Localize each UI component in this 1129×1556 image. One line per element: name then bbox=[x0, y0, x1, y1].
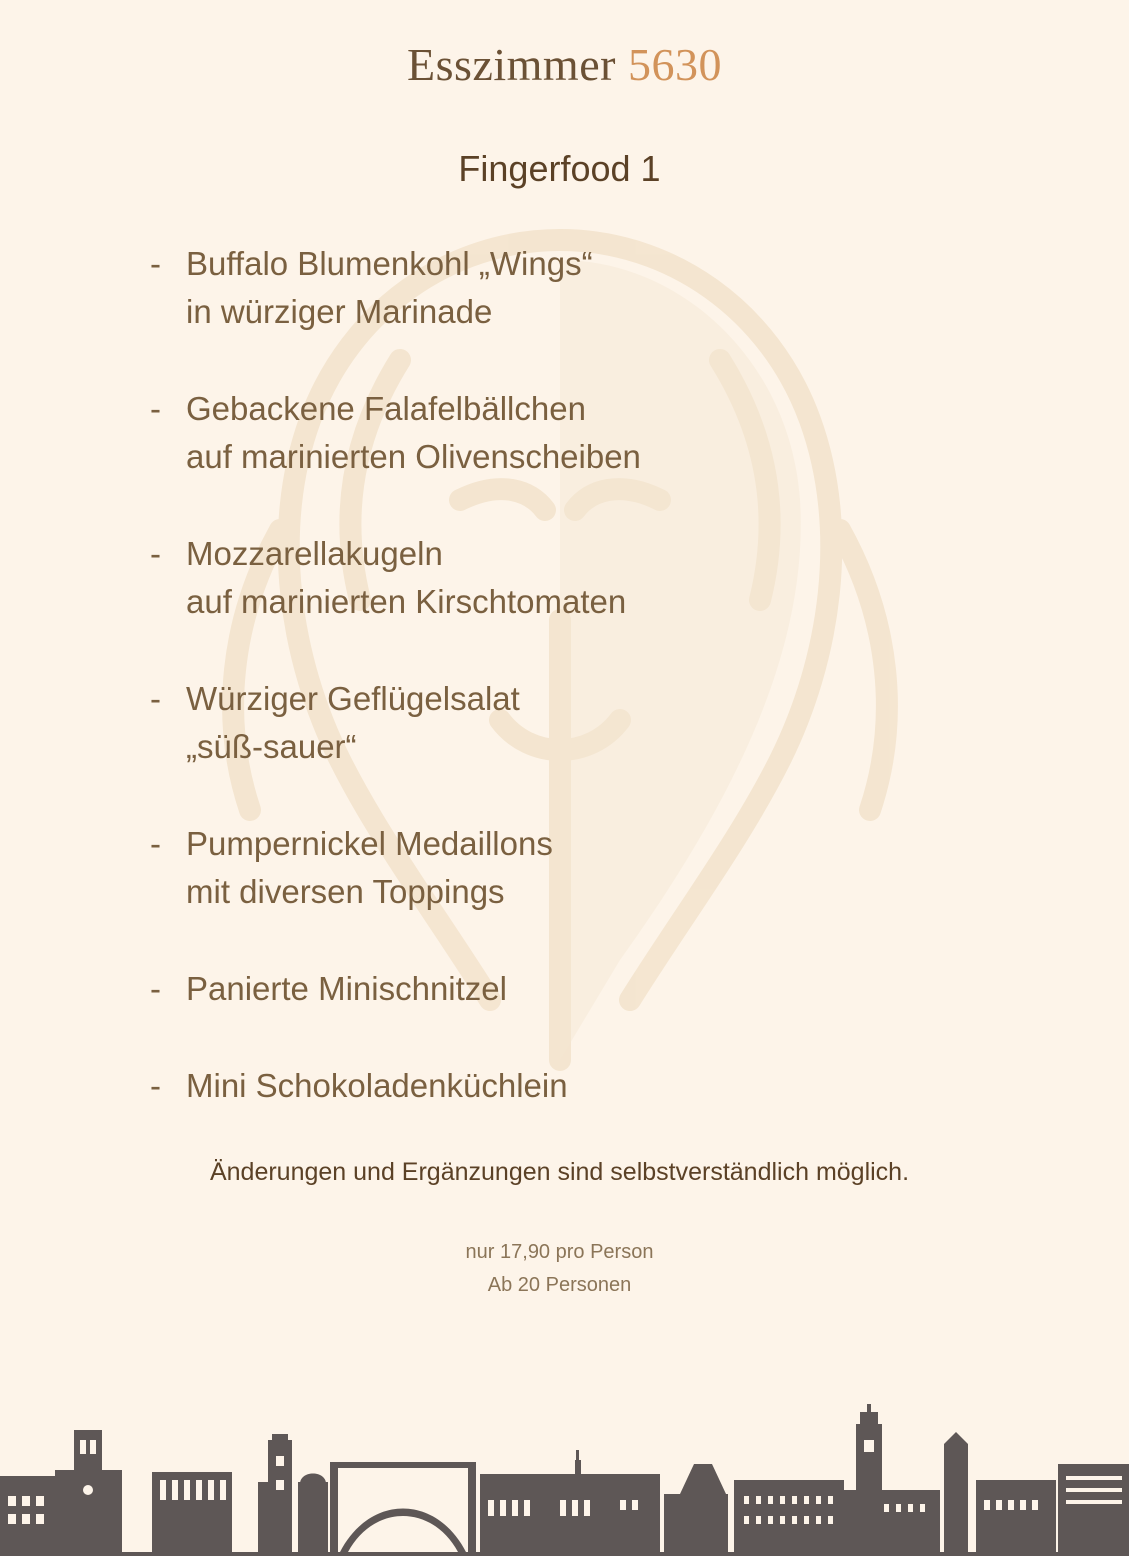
menu-item bbox=[150, 1062, 850, 1110]
bullet-dash: - bbox=[150, 825, 161, 862]
menu-item bbox=[150, 530, 850, 626]
bullet-dash: - bbox=[150, 390, 161, 427]
bullet-dash: - bbox=[150, 680, 161, 717]
menu-item bbox=[150, 675, 850, 771]
brand-logo bbox=[0, 38, 1129, 91]
menu-item-name: Würziger Geflügelsalat bbox=[186, 680, 520, 717]
menu-item-name: Mozzarellakugeln bbox=[186, 535, 443, 572]
menu-item-description: auf marinierten Olivenscheiben bbox=[186, 438, 641, 475]
price-info bbox=[0, 1236, 1119, 1302]
changes-note: Änderungen und Ergänzungen sind selbstverständlich möglich. bbox=[209, 1158, 910, 1186]
menu-item-description: „süß-sauer“ bbox=[186, 728, 357, 765]
bullet-dash: - bbox=[150, 535, 161, 572]
logo-number: 5630 bbox=[627, 39, 722, 90]
city-skyline-icon bbox=[0, 1400, 1129, 1556]
menu-item bbox=[150, 385, 850, 481]
menu-item-name: Buffalo Blumenkohl „Wings“ bbox=[186, 245, 593, 282]
menu-item-description: in würziger Marinade bbox=[186, 293, 493, 330]
menu-item-description: auf marinierten Kirschtomaten bbox=[186, 583, 627, 620]
logo-name: Esszimmer bbox=[407, 39, 616, 90]
minimum-guests: Ab 20 Personen bbox=[487, 1274, 632, 1296]
menu-item-name: Panierte Minischnitzel bbox=[186, 970, 507, 1007]
menu-item-description: mit diversen Toppings bbox=[186, 873, 505, 910]
menu-item-name: Pumpernickel Medaillons bbox=[186, 825, 553, 862]
bullet-dash: - bbox=[150, 970, 161, 1007]
price-per-person: nur 17,90 pro Person bbox=[465, 1241, 654, 1263]
menu-item bbox=[150, 820, 850, 916]
menu-item bbox=[150, 240, 850, 336]
menu-item-name: Gebackene Falafelbällchen bbox=[186, 390, 586, 427]
menu-item-name: Mini Schokoladenküchlein bbox=[186, 1067, 568, 1104]
page-title: Fingerfood 1 bbox=[458, 148, 661, 189]
bullet-dash: - bbox=[150, 245, 161, 282]
menu-item bbox=[150, 965, 850, 1013]
menu-list bbox=[150, 240, 850, 1159]
bullet-dash: - bbox=[150, 1067, 161, 1104]
